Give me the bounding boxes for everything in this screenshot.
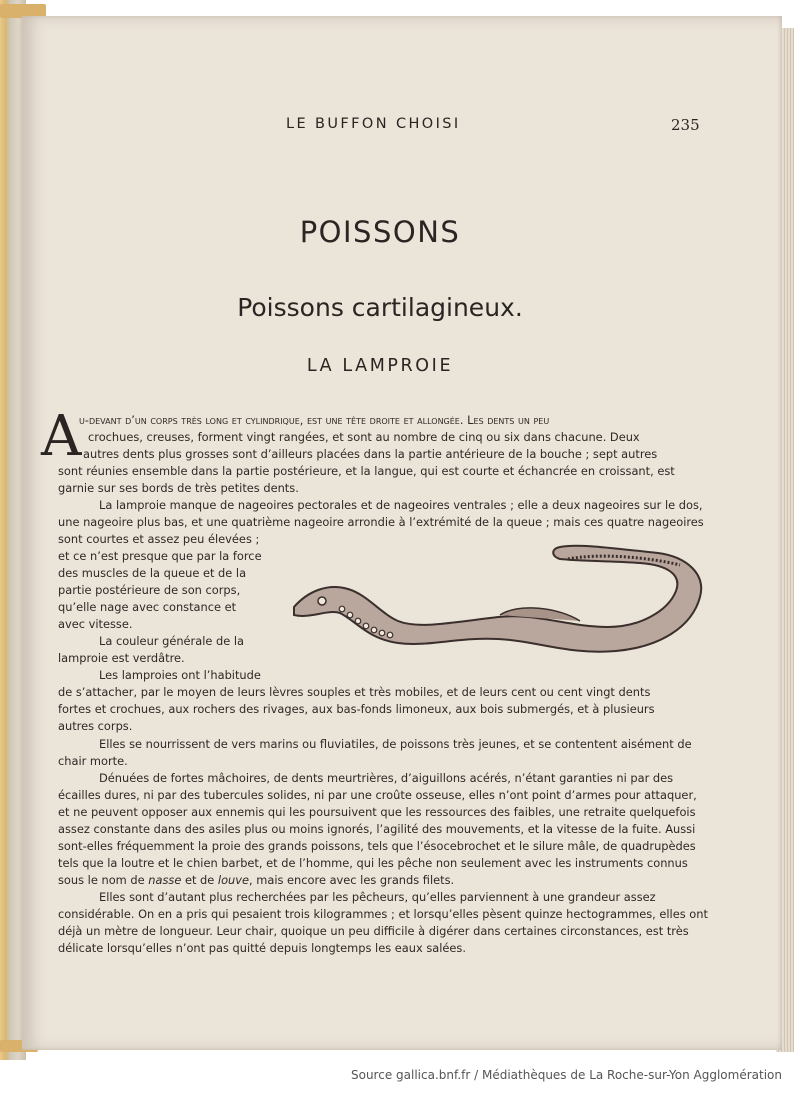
text-line [58, 873, 454, 887]
source-credit: Source gallica.bnf.fr / Médiathèques de La Roche-sur-Yon Agglomération [350, 1068, 782, 1082]
text-line: considérable. On en a pris qui pesaient trois kilogrammes ; et lorsqu’elles pèsent quinze hectogrammes, elles ont [58, 907, 708, 921]
text-line: sont courtes et assez peu élevées ; [58, 532, 260, 546]
italic-term: louve [217, 873, 250, 887]
text-line: écailles dures, ni par des tubercules solides, ni par une croûte osseuse, elles n’ont point d’armes pour attaquer, [58, 788, 697, 802]
text-line: garnie sur ses bords de très petites dents. [58, 481, 299, 495]
text-line: et ce n’est presque que par la force [58, 549, 262, 563]
text-line: Dénuées de fortes mâchoires, de dents meurtrières, d’aiguillons acérés, n’étant garanties ni par des [99, 771, 674, 785]
text-line: délicate lorsqu’elles n’ont pas quitté depuis longtemps les eaux salées. [58, 941, 466, 955]
text-line: crochues, creuses, forment vingt rangées, et sont au nombre de cinq ou six dans chacune. Deux [88, 430, 640, 444]
text-line: et ne peuvent opposer aux ennemis qui les poursuivent que les ressources des faibles, une retraite quelquefois [58, 805, 696, 819]
text-line: autres dents plus grosses sont d’ailleurs placées dans la partie antérieure de la bouche ; sept autres [83, 447, 658, 461]
text-line: La lamproie manque de nageoires pectorales et de nageoires ventrales ; elle a deux nageoires sur le dos, [99, 498, 703, 512]
text-fragment: sous le nom de [58, 873, 149, 887]
text-line: Les lamproies ont l’habitude [99, 668, 261, 682]
text-line: une nageoire plus bas, et une quatrième nageoire arrondie à l’extrémité de la queue ; mais ces quatre nageoires [58, 515, 704, 529]
text-line: assez constante dans des asiles plus ou moins ignorés, l’agilité des mouvements, et la vitesse de la fuite. Aussi [58, 822, 696, 836]
text-line: lamproie est verdâtre. [58, 651, 185, 665]
text-line: u-devant d’un corps très long et cylindrique, est une tête droite et allongée. Les dents un peu [79, 413, 550, 427]
text-line: avec vitesse. [58, 617, 133, 631]
text-line: des muscles de la queue et de la [58, 566, 247, 580]
running-title: LE BUFFON CHOISI [286, 116, 461, 132]
text-fragment: , mais encore avec les grands filets. [249, 873, 455, 887]
text-line: Elles se nourrissent de vers marins ou fluviatiles, de poissons très jeunes, et se contentent aisément de [99, 737, 692, 751]
text-line: fortes et crochues, aux rochers des rivages, aux bas-fonds limoneux, aux bois submergés, et à plusieurs [58, 702, 655, 716]
lamprey-illustration-icon [268, 535, 708, 665]
text-line: tels que la loutre et le chien barbet, et de l’homme, qui les pêche non seulement avec les instruments connus [58, 856, 688, 870]
lamprey-eye [318, 597, 326, 605]
text-line: partie postérieure de son corps, [58, 583, 241, 597]
section-title: Poissons cartilagineux. [237, 293, 523, 322]
text-line: autres corps. [58, 719, 133, 733]
text-line: sont réunies ensemble dans la partie postérieure, et la langue, qui est courte et échancrée en croissant, est [58, 464, 675, 478]
drop-cap: A [41, 404, 82, 469]
lamprey-body [294, 546, 701, 652]
text-line: qu’elle nage avec constance et [58, 600, 237, 614]
text-fragment: et de [181, 873, 218, 887]
page-number: 235 [671, 116, 700, 134]
article-title: LA LAMPROIE [306, 356, 454, 376]
chapter-title: POISSONS [299, 215, 461, 249]
text-line: déjà un mètre de longueur. Leur chair, quoique un peu difficile à digérer dans certaines circonstances, est très [58, 924, 689, 938]
text-line: Elles sont d’autant plus recherchées par les pêcheurs, qu’elles parviennent à une grandeur assez [99, 890, 656, 904]
italic-term: nasse [148, 873, 182, 887]
text-line: sont-elles fréquemment la proie des grands poissons, tels que l’ésocebrochet et le silure mâle, de quadrupèdes [58, 839, 696, 853]
text-line: La couleur générale de la [99, 634, 245, 648]
text-line: chair morte. [58, 754, 128, 768]
text-line: de s’attacher, par le moyen de leurs lèvres souples et très mobiles, et de leurs cent ou cent vingt dents [58, 685, 651, 699]
